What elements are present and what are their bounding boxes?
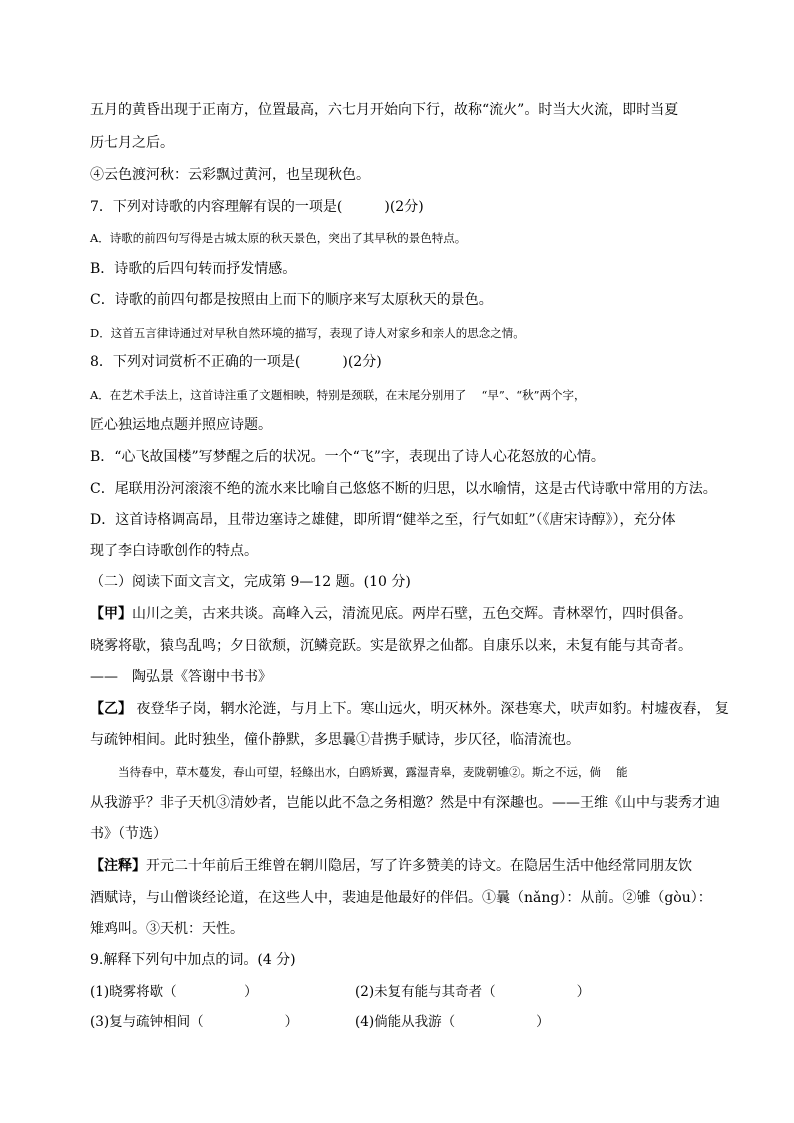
- text-line: 从我游乎？非子天机③清妙者，岂能以此不急之务相邀？然是中有深趣也。——王维《山中与裴秀才迪: [90, 795, 720, 811]
- question-8: 8．下列对词赏析不正确的一项是( )(2分): [90, 354, 382, 370]
- annotation-tag: 【注释】: [90, 858, 146, 874]
- text-line: ④云色渡河秋：云彩飘过黄河，也呈现秋色。: [90, 167, 370, 183]
- option-7d: D．这首五言律诗通过对早秋自然环境的描写，表现了诗人对家乡和亲人的思念之情。: [90, 326, 525, 340]
- option-8a: A．在艺术手法上，这首诗注重了文题相映，特别是颈联，在末尾分别用了 “早”、“秋”两个字，: [90, 388, 586, 402]
- q9-item-3: (3)复与疏钟相间（ ）: [90, 1014, 299, 1030]
- option-8d: D．这首诗格调高昂，且带边塞诗之雄健，即所谓“健举之至，行气如虹”（《唐宋诗醇》），充分体: [90, 512, 676, 528]
- text-line: 匠心独运地点题并照应诗题。: [90, 417, 272, 433]
- option-8c: C．尾联用汾河滚滚不绝的流水来比喻自己悠悠不断的归思，以水喻情，这是古代诗歌中常用的方法。: [90, 481, 717, 497]
- text-line: 五月的黄昏出现于正南方，位置最高，六七月开始向下行，故称“流火”。时当大火流，即时当夏: [90, 102, 679, 118]
- q9-item-1: (1)晓雾将歇（ ）: [90, 984, 258, 1000]
- question-9: 9.解释下列句中加点的词。(4 分): [90, 952, 296, 968]
- text-line: 晓雾将歇，猿鸟乱鸣；夕日欲颓，沉鳞竞跃。实是欲界之仙都。自康乐以来，未复有能与其奇者。: [90, 638, 692, 654]
- passage-tag: 【乙】: [90, 701, 132, 717]
- text-line: 书》（节选）: [90, 826, 167, 842]
- q9-item-4: (4)倘能从我游（ ）: [355, 1014, 550, 1030]
- section-heading: （二）阅读下面文言文，完成第 9—12 题。(10 分): [90, 574, 411, 590]
- passage-yi: [90, 700, 729, 718]
- text-line: 历七月之后。: [90, 135, 174, 151]
- source-attribution: —— 陶弘景《答谢中书书》: [90, 669, 272, 685]
- text-line: 雉鸡叫。③天机：天性。: [90, 921, 244, 937]
- text-line: 与疏钟相间。此时独坐，僮仆静默，多思曩①昔携手赋诗，步仄径，临清流也。: [90, 732, 580, 748]
- annotation-text: 开元二十年前后王维曾在辋川隐居，写了许多赞美的诗文。在隐居生活中他经常同朋友饮: [146, 858, 692, 874]
- option-7b: B．诗歌的后四句转而抒发情感。: [90, 261, 297, 277]
- passage-jia: [90, 605, 692, 623]
- option-7c: C．诗歌的前四句都是按照由上而下的顺序来写太原秋天的景色。: [90, 292, 493, 308]
- option-7a: A．诗歌的前四句写得是古城太原的秋天景色，突出了其早秋的景色特点。: [90, 231, 467, 245]
- text-line: 当待春中，草木蔓发，春山可望，轻鲦出水，白鸥矫翼，露湿青皋，麦陇朝雊②。斯之不远，倘 能: [118, 765, 628, 779]
- passage-text: 夜登华子岗，辋水沦涟，与月上下。寒山远火，明灭林外。深巷寒犬，吠声如豹。村墟夜舂， 复: [132, 701, 729, 717]
- text-line: 酒赋诗，与山僧谈经论道，在这些人中，裴迪是他最好的伴侣。①曩（nǎng）：从前。②雊（gòu）：: [90, 890, 712, 906]
- passage-tag: 【甲】: [90, 606, 132, 622]
- option-8b: B．“心飞故国楼”写梦醒之后的状况。一个“飞”字，表现出了诗人心花怒放的心情。: [90, 449, 605, 465]
- annotation: [90, 857, 692, 875]
- text-line: 现了李白诗歌创作的特点。: [90, 543, 258, 559]
- question-7: 7．下列对诗歌的内容理解有误的一项是( )(2分): [90, 199, 424, 215]
- q9-item-2: (2)未复有能与其奇者（ ）: [355, 984, 591, 1000]
- passage-text: 山川之美，古来共谈。高峰入云，清流见底。两岸石壁，五色交辉。青林翠竹，四时俱备。: [132, 606, 692, 622]
